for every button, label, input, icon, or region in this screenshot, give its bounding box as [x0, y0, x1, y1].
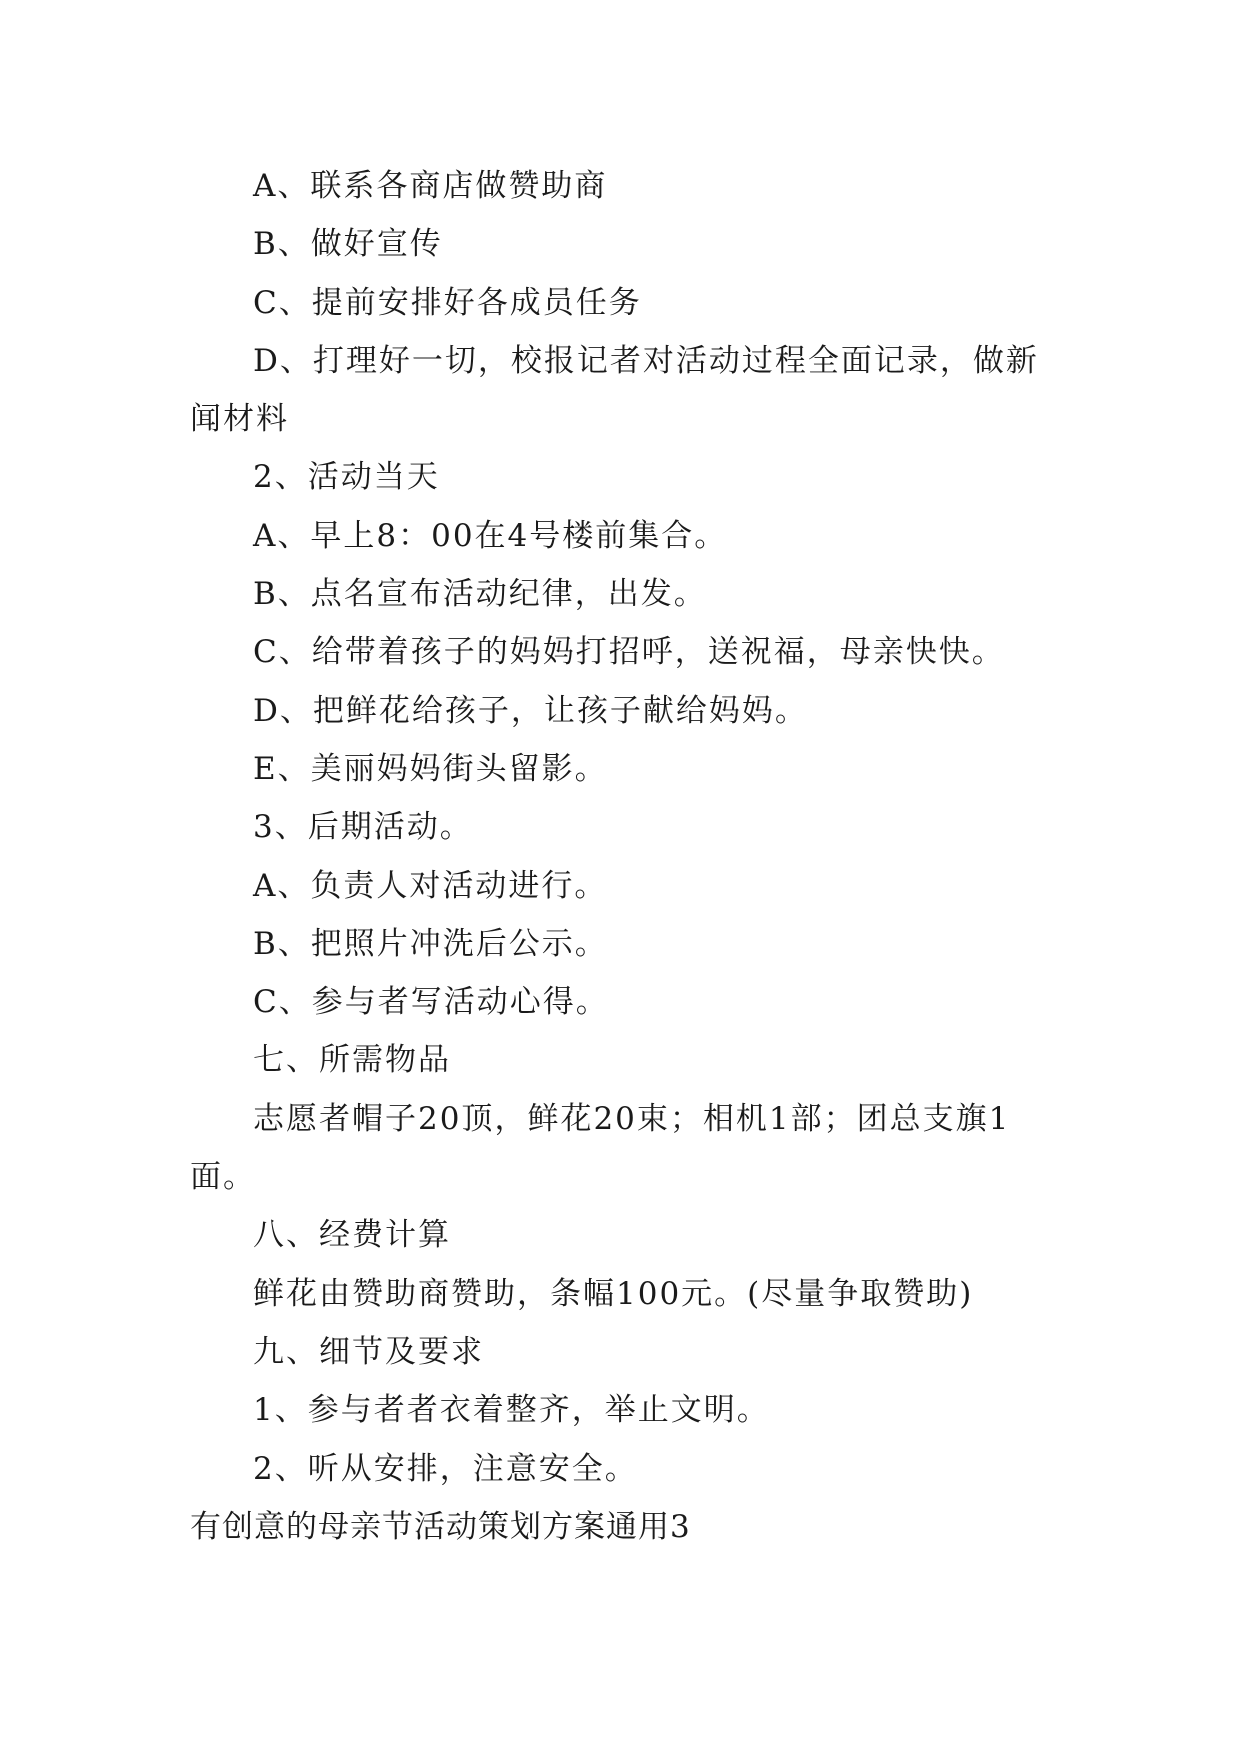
text-line: E、美丽妈妈街头留影。: [253, 750, 608, 787]
text-line: 2、听从安排，注意安全。: [253, 1450, 638, 1487]
text-line: A、联系各商店做赞助商: [253, 168, 608, 204]
text-line: A、负责人对活动进行。: [253, 867, 608, 904]
text-line: 1、参与者者衣着整齐，举止文明。: [253, 1392, 770, 1429]
text-line: C、提前安排好各成员任务: [253, 284, 642, 321]
text-line: A、早上8：00在4号楼前集合。: [253, 517, 728, 554]
text-line: B、点名宣布活动纪律，出发。: [253, 576, 707, 613]
text-line: B、做好宣传: [253, 226, 443, 263]
section-heading: 九、细节及要求: [253, 1333, 484, 1370]
text-line-continuation: 面。: [190, 1159, 256, 1196]
text-line: D、把鲜花给孩子，让孩子献给妈妈。: [253, 692, 808, 729]
text-line: 志愿者帽子20顶，鲜花20束；相机1部；团总支旗1: [253, 1100, 1011, 1137]
document-subtitle: 有创意的母亲节活动策划方案通用3: [190, 1508, 691, 1545]
text-line: D、打理好一切，校报记者对活动过程全面记录，做新: [253, 342, 1039, 379]
text-line: B、把照片冲洗后公示。: [253, 925, 608, 962]
section-heading: 八、经费计算: [253, 1217, 451, 1254]
text-line: C、参与者写活动心得。: [253, 984, 609, 1021]
document-body: [190, 157, 1056, 1556]
text-line: 2、活动当天: [253, 459, 440, 496]
text-line: 鲜花由赞助商赞助，条幅100元。(尽量争取赞助): [253, 1275, 974, 1312]
section-heading: 七、所需物品: [253, 1042, 451, 1079]
text-line: 3、后期活动。: [253, 809, 473, 846]
text-line-continuation: 闻材料: [190, 401, 289, 438]
text-line: C、给带着孩子的妈妈打招呼，送祝福，母亲快快。: [253, 634, 1005, 671]
